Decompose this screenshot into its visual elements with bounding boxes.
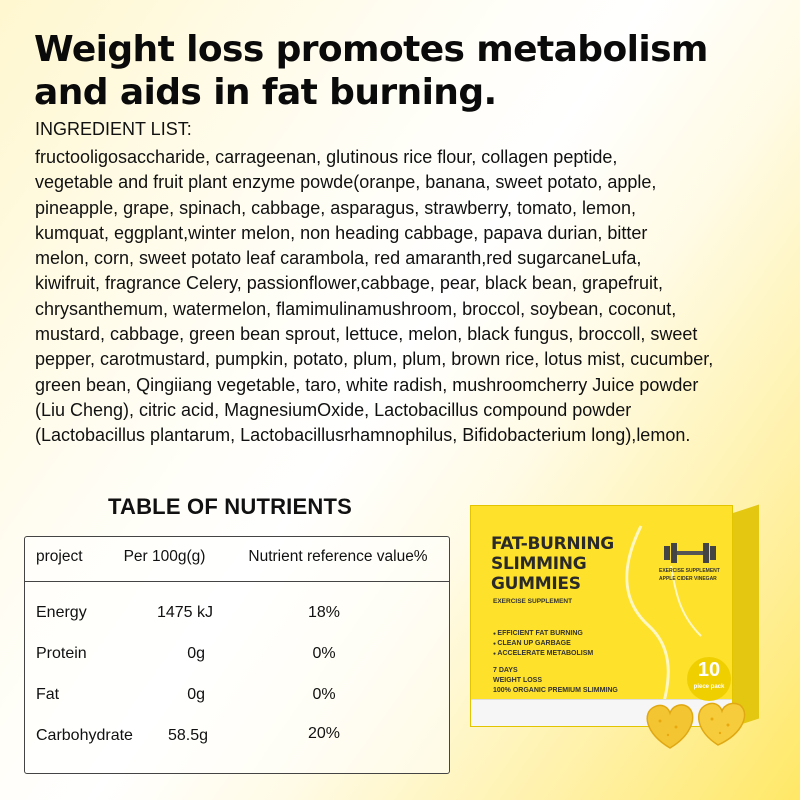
- ingredient-list-label: INGREDIENT LIST:: [35, 119, 192, 139]
- row-protein-value: 0g: [187, 645, 205, 662]
- count-label: piece pack: [693, 684, 725, 690]
- product-image: [470, 505, 763, 745]
- table-divider: [25, 581, 449, 582]
- row-energy-nrv: 18%: [307, 604, 341, 621]
- box-title-line-3: GUMMIES: [491, 574, 581, 594]
- nutrients-title: TABLE OF NUTRIENTS: [108, 494, 352, 519]
- box-benefits-list: [493, 629, 593, 659]
- row-carbohydrate-value: 58.5g: [167, 727, 208, 744]
- benefit-item: ● ACCELERATE METABOLISM: [493, 649, 593, 659]
- row-fat-value: 0g: [187, 686, 205, 703]
- row-protein-name: Protein: [36, 645, 87, 662]
- row-carbohydrate-nrv: 20%: [307, 725, 341, 742]
- dumbbell-caption-2: APPLE CIDER VINEGAR: [659, 576, 717, 582]
- box-title-line-1: FAT-BURNING: [491, 534, 614, 554]
- box-title: [491, 534, 651, 594]
- box-days-label: 7 DAYS: [493, 667, 518, 674]
- box-title-line-2: SLIMMING: [491, 554, 587, 574]
- row-fat-nrv: 0%: [312, 686, 336, 703]
- box-subtitle: EXERCISE SUPPLEMENT: [493, 598, 573, 605]
- dumbbell-caption-1: EXERCISE SUPPLEMENT: [659, 568, 720, 574]
- box-organic-label: 100% ORGANIC PREMIUM SLIMMING: [493, 687, 618, 694]
- ingredient-list-text: fructooligosaccharide, carrageenan, glutinous rice flour, collagen peptide, vegetable and fruit plant enzyme powde(oranpe, banana, sweet potato, apple, pineapple, grape, spinach, cabbage, asparagus, strawberry, tomato, lemon, kumquat, eggplant,winter melon, non heading cabbage, papava durian, bitter melon, corn, sweet potato leaf carambola, red amaranth,red sugarcaneLufa, kiwifruit, fragrance Celery, passionflower,cabbage, pear, black bean, grapefruit, chrysanthemum, watermelon, flamimulinamushroom, broccol, soybean, coconut, mustard, cabbage, green bean sprout, lettuce, melon, black fungus, broccoll, sweet pepper, carotmustard, pumpkin, potato, plum, plum, brown rice, lotus mist, cucumber, green bean, Qingiiang vegetable, taro, white radish, mushroomcherry Juice powder (Liu Cheng), citric acid, MagnesiumOxide, Lactobacillus compound powder (Lactobacillus plantarum, Lactobacillusrhamnophilus, Bifidobacterium long),lemon.: [35, 147, 714, 446]
- nutrients-table: [24, 536, 450, 774]
- box-days: [493, 666, 618, 696]
- benefit-item: ● CLEAN UP GARBAGE: [493, 639, 593, 649]
- row-carbohydrate-name: Carbohydrate: [36, 727, 133, 744]
- row-energy-name: Energy: [36, 604, 87, 621]
- header-project: project: [36, 548, 83, 565]
- gummies-icon: [640, 693, 750, 753]
- benefit-item: ● EFFICIENT FAT BURNING: [493, 629, 593, 639]
- row-protein-nrv: 0%: [312, 645, 336, 662]
- dumbbell-icon: [664, 542, 716, 564]
- header-per-100g: Per 100g(g): [123, 548, 206, 565]
- count-number: 10: [697, 659, 721, 681]
- header-nrv: Nutrient reference value%: [248, 548, 428, 565]
- row-fat-name: Fat: [36, 686, 60, 703]
- headline: Weight loss promotes metabolism and aids in fat burning.: [34, 29, 708, 113]
- box-weight-loss-label: WEIGHT LOSS: [493, 677, 542, 684]
- row-energy-value: 1475 kJ: [156, 604, 213, 621]
